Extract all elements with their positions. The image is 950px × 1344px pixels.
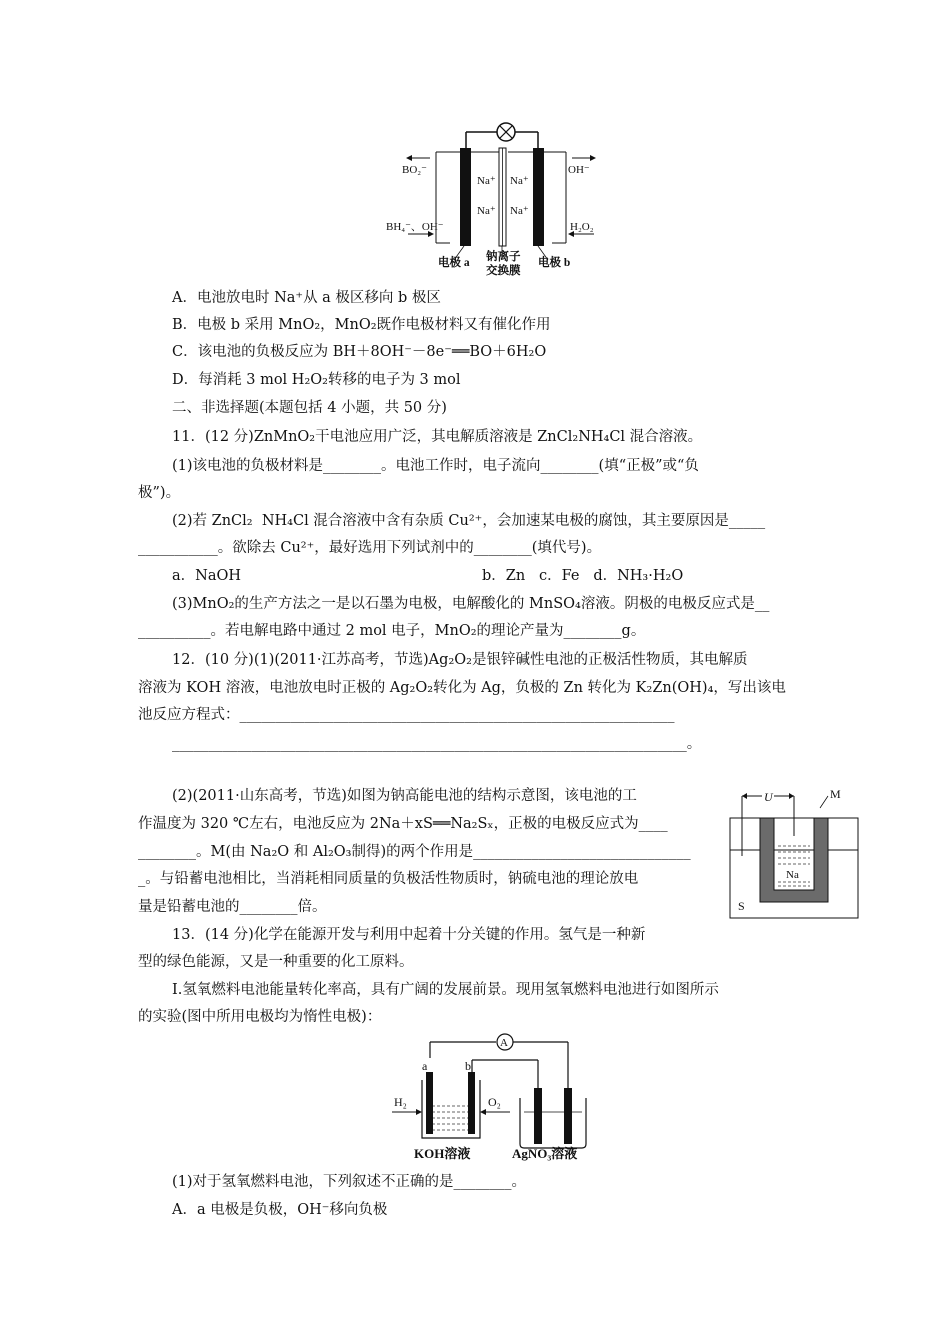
- q12-part2-cont: 作温度为 320 ℃左右，电池反应为 2Na＋xS══Na₂Sₓ，正极的电极反应式为____: [138, 816, 668, 832]
- label-h2: H₂: [394, 1095, 407, 1109]
- label-ammeter: A: [500, 1037, 508, 1049]
- label-membrane: 钠离子: [486, 251, 521, 263]
- q13-sub1: (1)对于氢氧燃料电池，下列叙述不正确的是________。: [172, 1174, 527, 1190]
- label-a: a: [422, 1059, 428, 1073]
- q13-part1-cont: 的实验(图中所用电极均为惰性电极)：: [138, 1009, 382, 1025]
- electrode-a: [460, 148, 471, 246]
- q13-stem: 13．(14 分)化学在能源开发与利用中起着十分关键的作用。氢气是一种新: [172, 927, 646, 943]
- q11-part3-cont: __________。若电解电路中通过 2 mol 电子，MnO₂的理论产量为________g。: [138, 623, 646, 639]
- label-na-ion: Na⁺: [510, 175, 529, 187]
- q11-part1: (1)该电池的负极材料是________。电池工作时，电子流向________(填“正极”或“负: [172, 458, 699, 474]
- label-oh: OH⁻: [568, 164, 590, 176]
- q11-part2-cont: ___________。欲除去 Cu²⁺，最好选用下列试剂中的________(填代号)。: [138, 540, 602, 556]
- option-b: B．电极 b 采用 MnO₂，MnO₂既作电极材料又有催化作用: [172, 317, 551, 333]
- q12-part2-cont: _。与铅蓄电池相比，当消耗相同质量的负极活性物质时，钠硫电池的理论放电: [138, 871, 639, 887]
- q12-answer-line: 池反应方程式：____________________________________________________________: [138, 707, 675, 723]
- q11-choice-bcd: b．Zn c．Fe d．NH₃·H₂O: [482, 568, 684, 584]
- option-c: C．该电池的负极反应为 BH＋8OH⁻－8e⁻══BO＋6H₂O: [172, 344, 547, 360]
- electrode-a: [426, 1072, 433, 1134]
- label-electrode-a: 电极 a: [438, 257, 470, 269]
- q11-choice-a: a．NaOH: [172, 568, 242, 584]
- q11-part1-cont: 极”)。: [138, 485, 181, 501]
- q12-stem-cont: 溶液为 KOH 溶液，电池放电时正极的 Ag₂O₂转化为 Ag，负极的 Zn 转化为 K₂Zn(OH)₄，写出该电: [138, 680, 786, 696]
- option-a: A．电池放电时 Na⁺从 a 极区移向 b 极区: [172, 290, 441, 306]
- label-na-ion: Na⁺: [510, 205, 529, 217]
- label-koh-solution: KOH溶液: [414, 1146, 471, 1161]
- label-membrane: 交换膜: [486, 265, 521, 277]
- label-h2o2: H₂O₂: [570, 221, 594, 233]
- figure-fuel-cell-experiment: [388, 1032, 598, 1166]
- option-d: D．每消耗 3 mol H₂O₂转移的电子为 3 mol: [172, 372, 461, 388]
- q12-part2: (2)(2011·山东高考，节选)如图为钠高能电池的结构示意图，该电池的工: [172, 788, 637, 804]
- q12-part2-cont: 量是铅蓄电池的________倍。: [138, 899, 327, 915]
- label-agno3-solution: AgNO₃溶液: [512, 1146, 578, 1161]
- q11-part2: (2)若 ZnCl₂ NH₄Cl 混合溶液中含有杂质 Cu²⁺，会加速某电极的腐蚀，其主要原因是_____: [172, 513, 766, 529]
- q11-part3: (3)MnO₂的生产方法之一是以石墨为电极，电解酸化的 MnSO₄溶液。阴极的电极反应式是__: [172, 596, 770, 612]
- q12-stem: 12．(10 分)(1)(2011·江苏高考，节选)Ag₂O₂是银锌碱性电池的正极活性物质，其电解质: [172, 652, 748, 668]
- label-b: b: [465, 1059, 471, 1073]
- q13-part1: Ⅰ.氢氧燃料电池能量转化率高，具有广阔的发展前景。现用氢氧燃料电池进行如图所示: [172, 982, 719, 998]
- label-na-ion: Na⁺: [477, 205, 496, 217]
- figure-borohydride-cell: [380, 118, 610, 278]
- label-na-ion: Na⁺: [477, 175, 496, 187]
- label-bh4-oh: BH₄⁻、OH⁻: [386, 221, 444, 233]
- section-heading: 二、非选择题(本题包括 4 小题，共 50 分): [172, 400, 447, 416]
- q12-part2-cont: ________。M(由 Na₂O 和 Al₂O₃制得)的两个作用是______________________________: [138, 844, 691, 860]
- label-m: M: [830, 787, 841, 801]
- electrode-b: [468, 1072, 475, 1134]
- label-s: S: [738, 899, 745, 913]
- q11-stem: 11．(12 分)ZnMnO₂干电池应用广泛，其电解质溶液是 ZnCl₂NH₄Cl 混合溶液。: [172, 429, 703, 445]
- label-na: Na: [786, 869, 799, 881]
- label-o2: O₂: [488, 1095, 501, 1109]
- electrode-b: [533, 148, 544, 246]
- q13-sub1-option-a: A．a 电极是负极，OH⁻移向负极: [172, 1202, 388, 1218]
- label-u: U: [764, 790, 773, 804]
- figure-sodium-sulfur-cell: [728, 786, 864, 926]
- electrode-right-agno3: [564, 1088, 572, 1144]
- label-bo2: BO₂⁻: [402, 164, 427, 176]
- q13-stem-cont: 型的绿色能源，又是一种重要的化工原料。: [138, 954, 414, 970]
- electrode-left-agno3: [534, 1088, 542, 1144]
- label-electrode-b: 电极 b: [538, 257, 571, 269]
- q12-answer-line-2: _______________________________________________________________________。: [172, 736, 702, 752]
